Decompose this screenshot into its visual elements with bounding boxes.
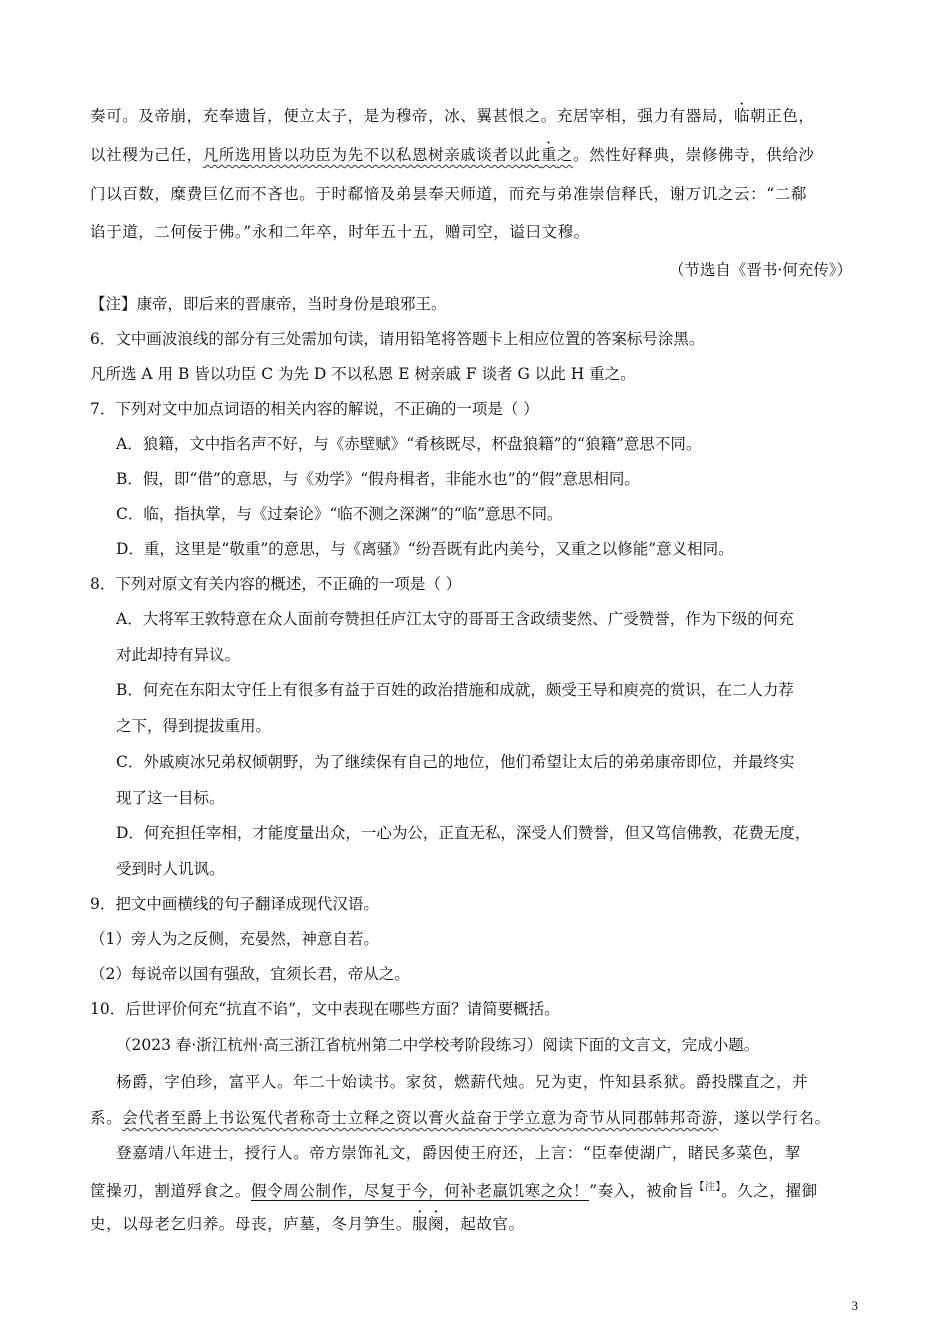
passage2-para2-line1: 登嘉靖八年进士，授行人。帝方崇饰礼文，爵因使王府还，上言：“臣奉使湖广，睹民多菜色，挈 [116, 1144, 801, 1162]
text-span: 朝正色， [750, 107, 815, 125]
question-8-option-a: A．大将军王敦特意在众人面前夸赞担任庐江太守的哥哥王含政绩斐然、广受赞誉，作为下级的何充 [116, 610, 794, 628]
question-8-option-b: B．何充在东阳太守任上有很多有益于百姓的政治措施和成就，颇受王导和庾亮的赏识，在二人力荐 [116, 681, 794, 699]
dotted-char: 重 [540, 146, 557, 164]
question-8-option-d-cont: 受到时人讥讽。 [116, 860, 225, 878]
passage2-para1-line2 [90, 1108, 831, 1128]
dotted-char: 临 [734, 107, 751, 125]
text-span: 。久之，擢御 [721, 1182, 818, 1201]
wavy-underlined-text [203, 146, 573, 164]
text-span: 之 [556, 146, 574, 164]
question-6-stem: 6．文中画波浪线的部分有三处需加句读，请用铅笔将答题卡上相应位置的答案标号涂黑。 [90, 330, 705, 348]
text-span: 史，以母老乞归养。母丧，庐墓，冬月笋生。 [90, 1215, 413, 1233]
question-7-option-d: D．重，这里是“敬重”的意思，与《离骚》“纷吾既有此内美兮，又重之以修能”意义相同。 [116, 540, 734, 558]
passage2-para2-line2 [90, 1178, 818, 1201]
question-8-option-a-cont: 对此却持有异议。 [116, 646, 241, 664]
page-number: 3 [851, 1298, 858, 1313]
passage2-para1-line1: 杨爵，字伯珍，富平人。年二十始读书。家贫，燃薪代烛。兄为吏，忤知县系狱。爵投牒直之，并 [116, 1073, 809, 1091]
question-9-sentence-1: （1）旁人为之反侧，充晏然，神意自若。 [90, 930, 379, 948]
passage2-para2-line3 [90, 1214, 525, 1234]
question-8-stem: 8．下列对原文有关内容的概述，不正确的一项是（ ） [90, 575, 462, 593]
wavy-underlined-text: 会代者至爵上书讼冤代者称奇士立释之资以膏火益奋于学立意为奇节从同郡韩邦奇游 [122, 1109, 718, 1127]
source-citation: （节选自《晋书·何充传》） [668, 261, 852, 279]
text-span: 奏可。及帝崩，充奉遗旨，便立太子，是为穆帝，冰、翼甚恨之。充居宰相，强力有器局， [90, 107, 735, 125]
question-6-line: 凡所选 A 用 B 皆以功臣 C 为先 D 不以私恩 E 树亲戚 F 谈者 G 以此 H 重之。 [90, 365, 636, 383]
footnote-marker: 【注】 [694, 1182, 722, 1193]
passage1-line3: 门以百数，糜费巨亿而不吝也。于时郗愔及弟昙奉天师道，而充与弟准崇信释氏，谢万讥之云：“二郗 [90, 185, 807, 203]
dotted-char: 阕 [428, 1215, 445, 1233]
question-8-option-b-cont: 之下，得到提拔重用。 [116, 717, 272, 735]
text-span: 以社稷为己任， [90, 146, 203, 164]
passage2-intro: （2023 春·浙江杭州·高三浙江省杭州第二中学校考阶段练习）阅读下面的文言文，完成小题。 [116, 1036, 760, 1054]
question-7-option-a: A．狼籍，文中指名声不好，与《赤壁赋》“肴核既尽，杯盘狼籍”的“狼籍”意思不同。 [116, 435, 702, 453]
passage1-line2 [90, 145, 815, 165]
text-span: 系。 [90, 1109, 123, 1127]
question-8-option-d: D．何充担任宰相，才能度量出众，一心为公，正直无私，深受人们赞誉，但又笃信佛教，花费无度， [116, 824, 811, 842]
underlined-text: 假令周公制作，尽复于今，何补老羸饥寒之众！ [251, 1182, 590, 1201]
question-9-sentence-2: （2）每说帝以国有强敌，宜须长君，帝从之。 [90, 965, 410, 983]
text-span: ”奏入，被俞旨 [589, 1182, 695, 1201]
question-10-stem: 10．后世评价何充“抗直不谄”，文中表现在哪些方面？请简要概括。 [90, 1000, 560, 1018]
question-7-stem: 7．下列对文中加点词语的相关内容的解说，不正确的一项是（ ） [90, 400, 539, 418]
question-7-option-b: B．假，即“借”的意思，与《劝学》“假舟楫者，非能水也”的“假”意思相同。 [116, 470, 640, 488]
text-span: 筐操刃，割道殍食之。 [90, 1182, 252, 1201]
dotted-char: 服 [412, 1215, 429, 1233]
text-span: ，遂以学行名。 [717, 1109, 831, 1127]
question-8-option-c: C．外戚庾冰兄弟权倾朝野，为了继续保有自己的地位，他们希望让太后的弟弟康帝即位，并最终实 [116, 753, 795, 771]
question-9-stem: 9．把文中画横线的句子翻译成现代汉语。 [90, 895, 379, 913]
text-span: 凡所选用皆以功臣为先不以私恩树亲戚谈者以此 [202, 146, 541, 164]
text-span: ，起故官。 [444, 1215, 525, 1233]
question-8-option-c-cont: 现了这一目标。 [116, 789, 225, 807]
footnote: 【注】康帝，即后来的晋康帝，当时身份是琅邪王。 [90, 295, 447, 313]
text-span: 。然性好释典，崇修佛寺，供给沙 [573, 146, 815, 164]
passage1-line1 [90, 106, 815, 126]
passage1-line4: 谄于道，二何佞于佛。”永和二年卒，时年五十五，赠司空，谥曰文穆。 [90, 223, 590, 241]
question-7-option-c: C．临，指执掌，与《过秦论》“临不测之深渊”的“临”意思不同。 [116, 505, 563, 523]
